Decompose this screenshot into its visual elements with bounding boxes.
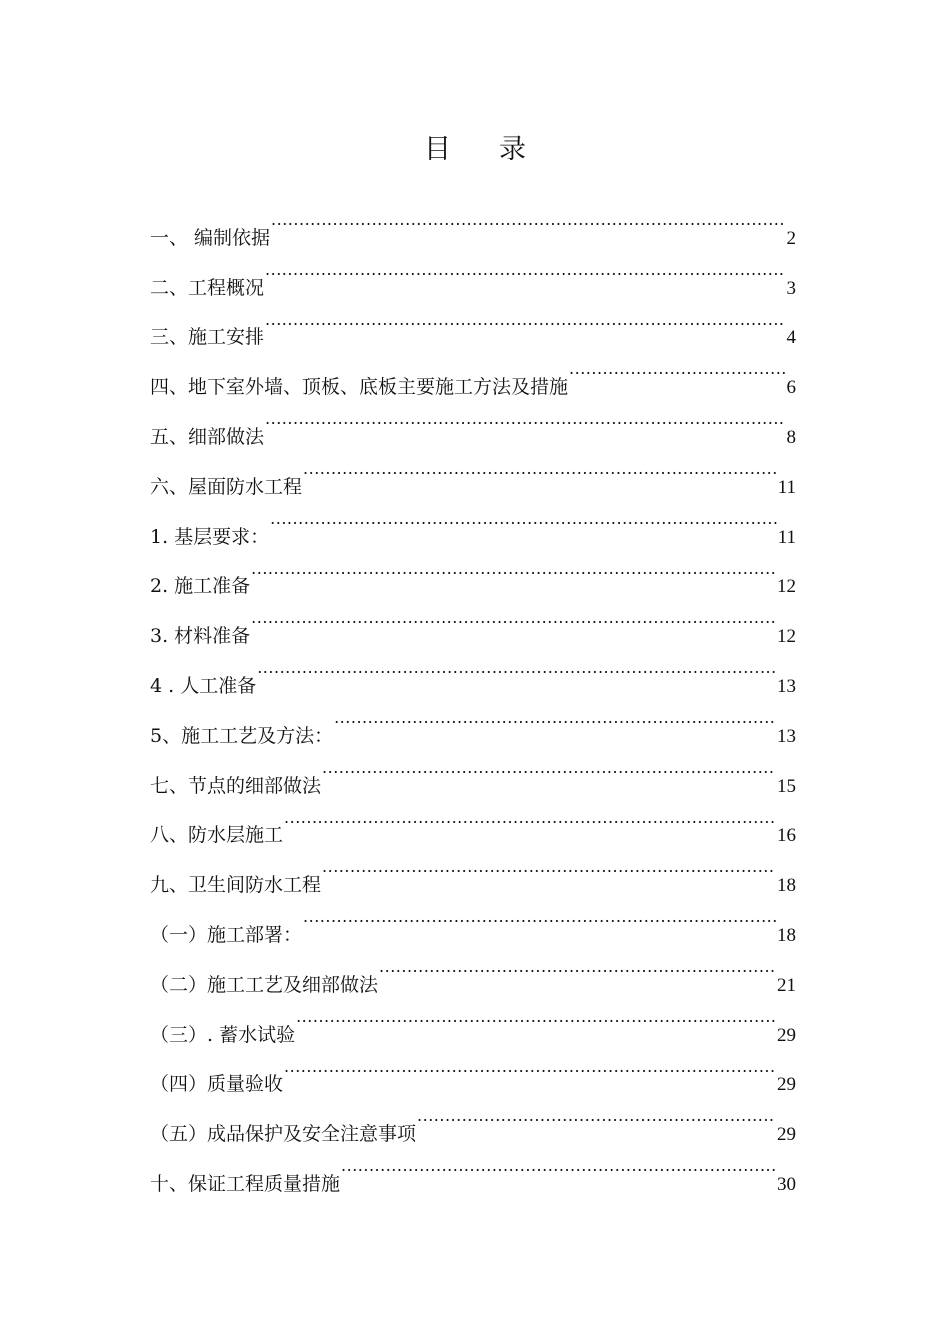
toc-entry-page: 4 bbox=[786, 327, 796, 349]
toc-dot-leader bbox=[322, 742, 776, 792]
toc-entry-label: 1. 基层要求： bbox=[150, 525, 270, 548]
toc-entry[interactable] bbox=[150, 194, 796, 249]
toc-dot-leader bbox=[265, 244, 785, 294]
toc-dot-leader bbox=[379, 941, 776, 991]
toc-dot-leader bbox=[417, 1090, 776, 1140]
toc-entry-label: （一）施工部署： bbox=[150, 923, 303, 946]
toc-entry-page: 30 bbox=[777, 1173, 796, 1195]
toc-title: 目录 bbox=[424, 134, 574, 165]
toc-entry-label: 3. 材料准备 bbox=[150, 625, 251, 648]
toc-entry-label: （四）质量验收 bbox=[150, 1073, 284, 1096]
toc-entry-page: 18 bbox=[777, 924, 796, 946]
toc-dot-leader bbox=[265, 294, 785, 344]
toc-entry-label: 十、保证工程质量措施 bbox=[150, 1172, 341, 1195]
toc-entry-page: 16 bbox=[777, 825, 796, 847]
toc-entry-label: （五）成品保护及安全注意事项 bbox=[150, 1123, 417, 1146]
toc-dot-leader bbox=[284, 1041, 776, 1091]
toc-entry-page: 13 bbox=[777, 675, 796, 697]
toc-entry-label: （三）. 蓄水试验 bbox=[150, 1023, 296, 1046]
toc-entry-label: 六、屋面防水工程 bbox=[150, 475, 303, 498]
toc-dot-leader bbox=[257, 642, 776, 692]
toc-dot-leader bbox=[270, 493, 777, 543]
toc-entry-page: 6 bbox=[786, 377, 796, 399]
toc-entry-page: 2 bbox=[786, 227, 796, 249]
toc-entry-page: 15 bbox=[777, 775, 796, 797]
toc-entry-label: 五、细部做法 bbox=[150, 425, 265, 448]
toc-entry-label: 二、工程概况 bbox=[150, 276, 265, 299]
toc-entry-label: 四、地下室外墙、顶板、底板主要施工方法及措施 bbox=[150, 376, 569, 399]
toc-entry-label: 八、防水层施工 bbox=[150, 824, 284, 847]
toc-entry-label: 七、节点的细部做法 bbox=[150, 774, 322, 797]
toc-dot-leader bbox=[341, 1140, 776, 1190]
toc-entry-page: 8 bbox=[786, 426, 796, 448]
toc-entry-page: 11 bbox=[777, 526, 796, 548]
toc-dot-leader bbox=[569, 343, 785, 393]
toc-entry-label: （二）施工工艺及细部做法 bbox=[150, 973, 379, 996]
toc-dot-leader bbox=[303, 443, 777, 493]
toc-entry-page: 11 bbox=[777, 476, 796, 498]
toc-entry-label: 三、施工安排 bbox=[150, 326, 265, 349]
toc-dot-leader bbox=[303, 891, 776, 941]
toc-entry-page: 29 bbox=[777, 1024, 796, 1046]
toc-entry-label: 5、施工工艺及方法： bbox=[150, 724, 334, 747]
toc-entry-page: 13 bbox=[777, 725, 796, 747]
toc-entry-page: 21 bbox=[777, 974, 796, 996]
toc-dot-leader bbox=[265, 393, 785, 443]
toc-dot-leader bbox=[334, 692, 776, 742]
toc-entry-page: 18 bbox=[777, 875, 796, 897]
toc-dot-leader bbox=[271, 194, 785, 244]
table-of-contents bbox=[150, 194, 796, 1195]
toc-entry-label: 一、 编制依据 bbox=[150, 226, 271, 249]
toc-entry-label: 2. 施工准备 bbox=[150, 575, 251, 598]
toc-entry-page: 12 bbox=[777, 576, 796, 598]
toc-dot-leader bbox=[251, 543, 776, 593]
toc-entry-label: 4 . 人工准备 bbox=[150, 674, 257, 697]
toc-entry-label: 九、卫生间防水工程 bbox=[150, 874, 322, 897]
toc-entry-page: 3 bbox=[786, 277, 796, 299]
toc-entry-page: 29 bbox=[777, 1074, 796, 1096]
toc-dot-leader bbox=[296, 991, 776, 1041]
toc-dot-leader bbox=[322, 841, 776, 891]
toc-dot-leader bbox=[284, 792, 776, 842]
toc-dot-leader bbox=[251, 592, 776, 642]
toc-entry-page: 12 bbox=[777, 626, 796, 648]
toc-entry-page: 29 bbox=[777, 1124, 796, 1146]
